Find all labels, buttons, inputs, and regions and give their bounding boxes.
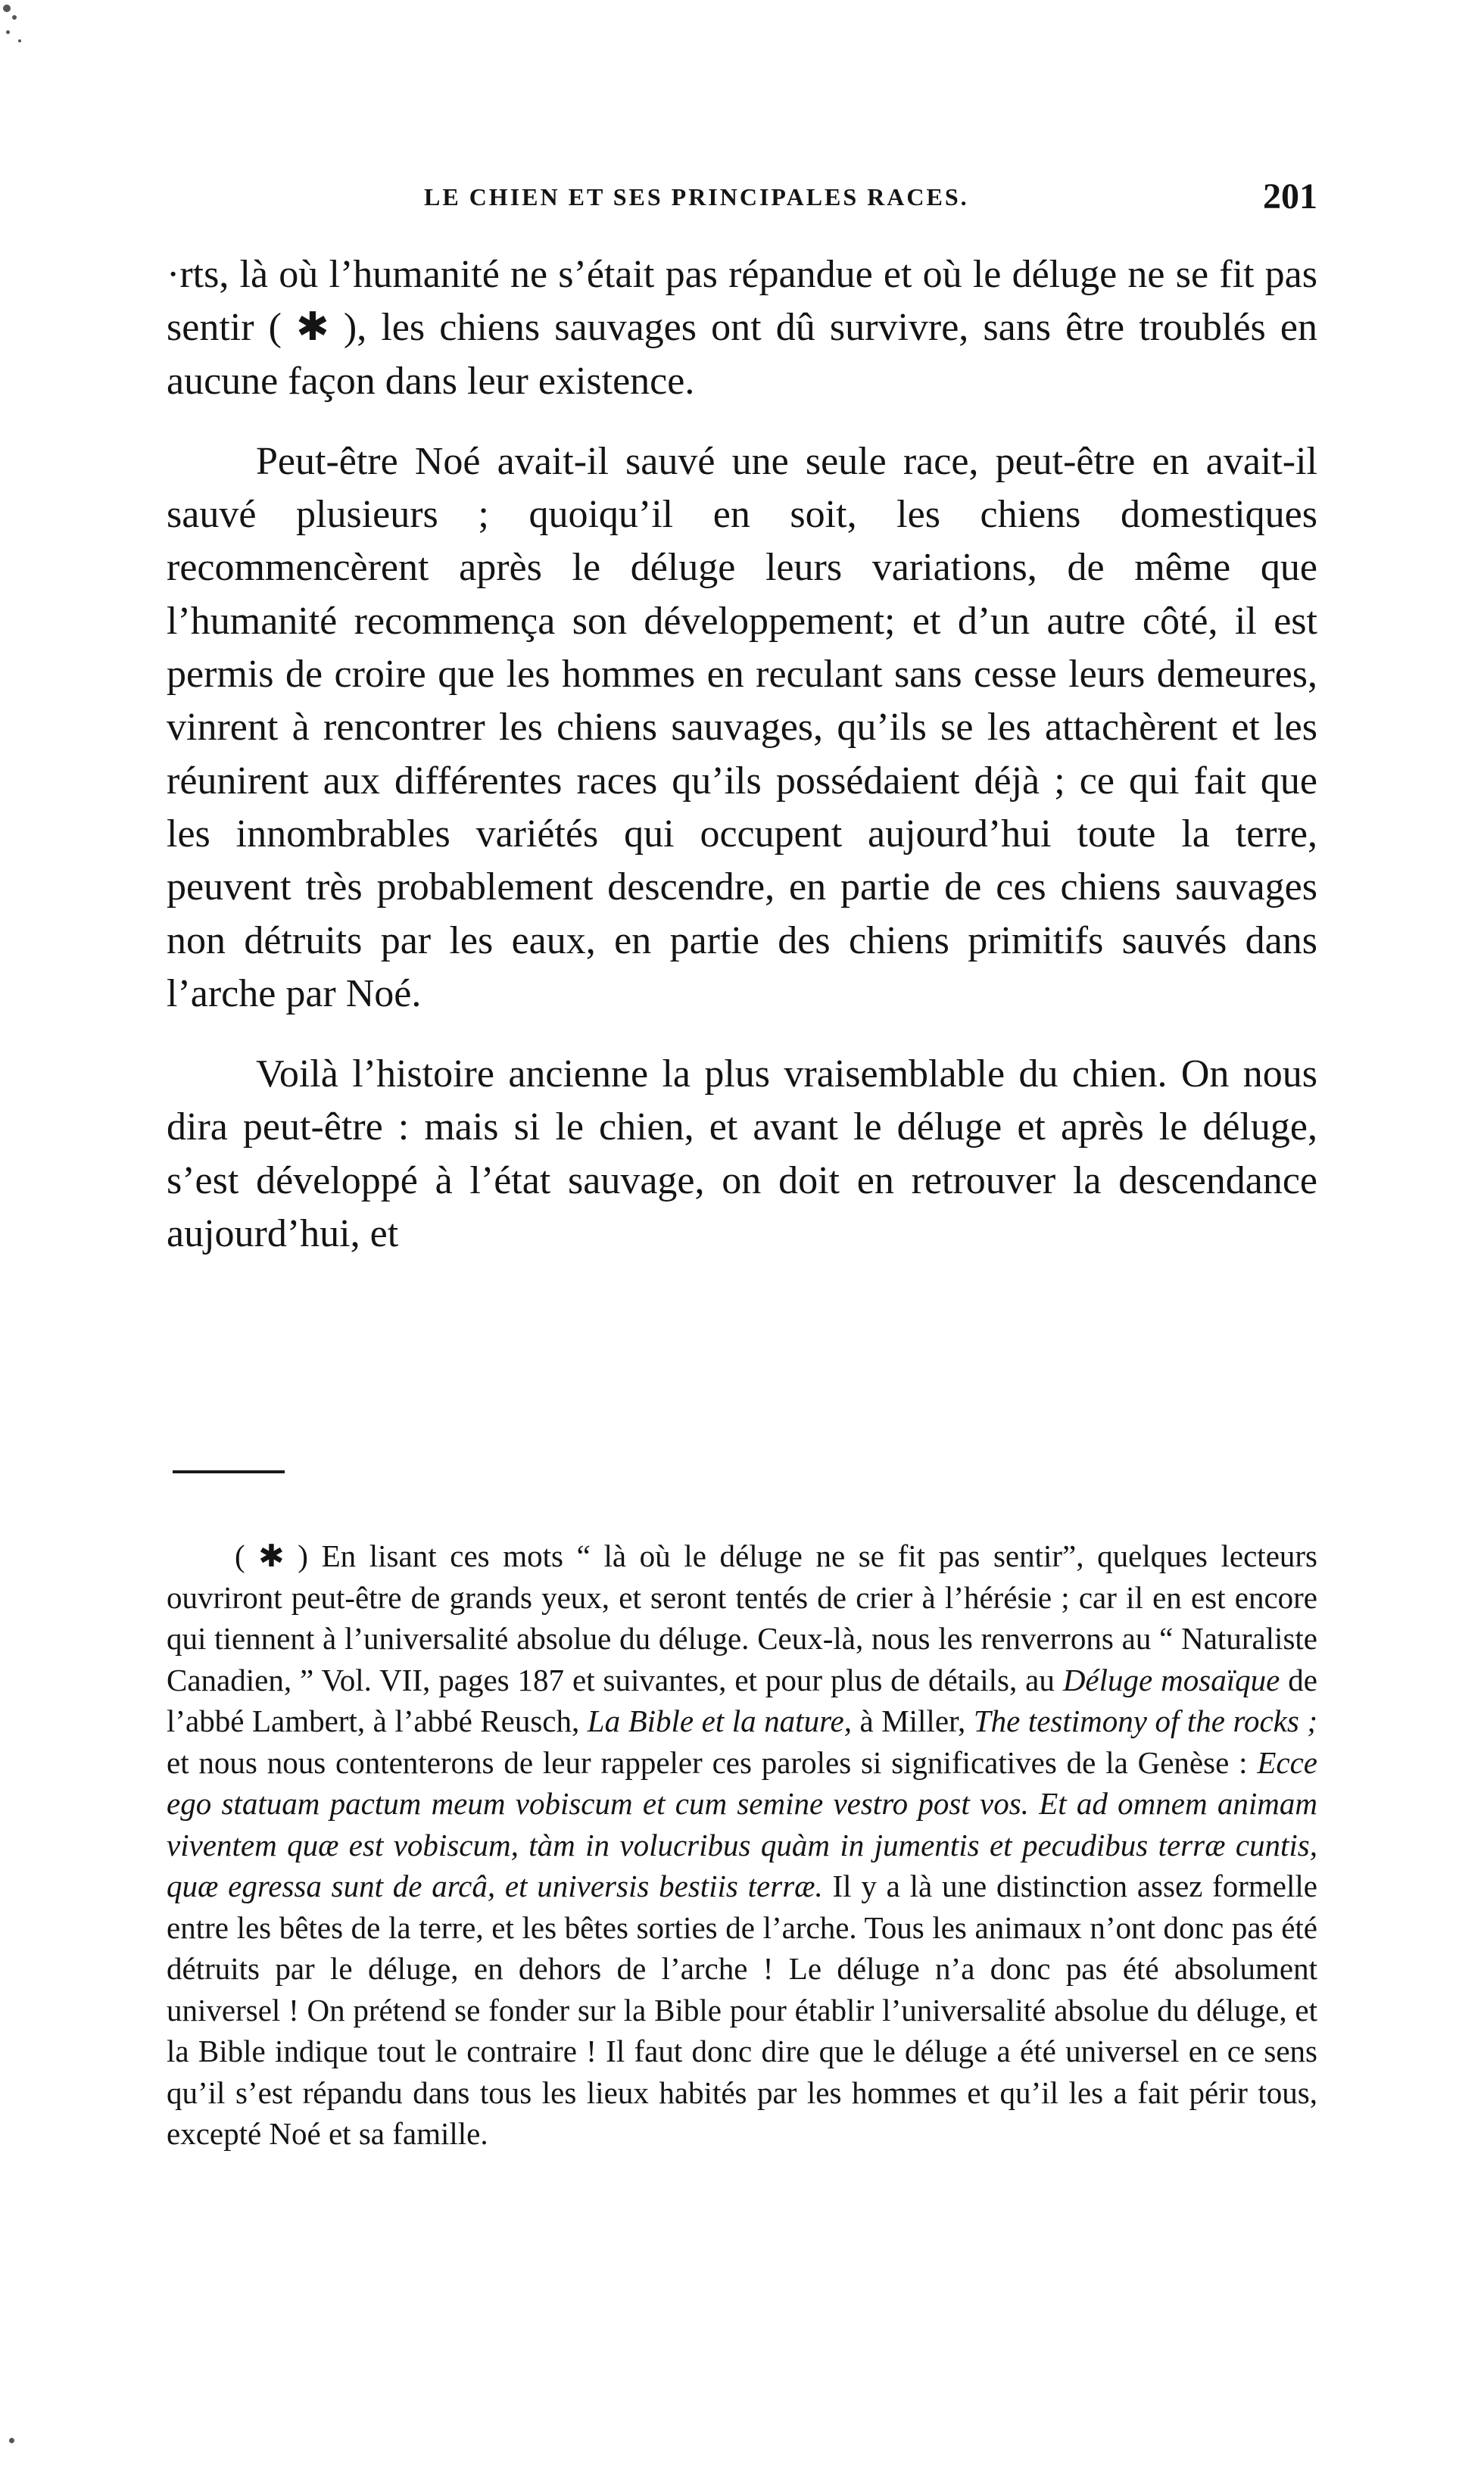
footnote-text: et nous nous contenterons de leur rappeler ces paroles si significatives de la Genèse : — [167, 1744, 1258, 1780]
paragraph: ·rts, là où l’humanité ne s’était pas répandue et où le déluge ne se fit pas sentir ( ✱ ), les chiens sauvages ont dû survivre, sans être troublés en aucune façon dans leur existence. — [167, 253, 1317, 403]
footnote-text: à Miller, — [851, 1704, 974, 1738]
scan-speck — [9, 2438, 14, 2443]
footnote-italic-title: The testimony of the rocks ; — [973, 1704, 1317, 1738]
footnote-italic-title: La Bible et la nature, — [587, 1704, 852, 1738]
footnote-paragraph — [167, 1535, 1317, 2155]
scan-speck — [18, 39, 21, 42]
paragraph: Voilà l’histoire ancienne la plus vraisemblable du chien. On nous dira peut-être : mais si le chien, et avant le déluge et après le déluge, s’est développé à l’état sauvage, on doit en retrouver la descendance aujourd’hui, et — [167, 1052, 1317, 1256]
scan-speck — [3, 5, 11, 12]
scan-speck — [12, 15, 17, 20]
footnote-text: de l’abbé Lambert, à l’abbé Reusch, — [167, 1662, 1317, 1738]
footnote-latin-quote: Ecce ego statuam pactum meum vobiscum et cum semine vestro post vos. Et ad omnem animam viventem quæ est vobiscum, tàm in volucribus quàm in jumentis et pecudibus terræ cuntis, quæ egressa sunt de arcâ, et universis bestiis terræ. — [167, 1744, 1317, 1903]
scan-speck — [6, 30, 10, 34]
page-number: 201 — [1263, 176, 1317, 217]
footnote-italic-title: Déluge mosaïque — [1062, 1662, 1280, 1697]
running-title: LE CHIEN ET SES PRINCIPALES RACES. — [424, 183, 969, 210]
running-head — [167, 176, 1317, 221]
footnote-marker: ( ✱ ) — [235, 1538, 308, 1573]
body-text — [167, 248, 1317, 1261]
footnote-text: Il y a là une distinction assez formelle entre les bêtes de la terre, et les bêtes sorties de l’arche. Tous les animaux n’ont donc pas été détruits par le déluge, en dehors de l’arche ! Le déluge n’a donc pas été absolument universel ! On prétend se fonder sur la Bible pour établir l’universalité absolue du déluge, et la Bible indique tout le contraire ! Il faut donc dire que le déluge a été universel en ce sens qu’il s’est répandu dans tous les lieux habités par les hommes et qu’il les a fait périr tous, excepté Noé et sa famille. — [167, 1869, 1317, 2151]
paragraph: Peut-être Noé avait-il sauvé une seule race, peut-être en avait-il sauvé plusieurs ; quoiqu’il en soit, les chiens domestiques recommencèrent après le déluge leurs variations, de même que l’humanité recommença son développement; et d’un autre côté, il est permis de croire que les hommes en reculant sans cesse leurs demeures, vinrent à rencontrer les chiens sauvages, qu’ils se les attachèrent et les réunirent aux différentes races qu’ils possédaient déjà ; ce qui fait que les innombrables variétés qui occupent aujourd’hui toute la terre, peuvent très probablement descendre, en partie de ces chiens sauvages non détruits par les eaux, en partie des chiens primitifs sauvés dans l’arche par Noé. — [167, 439, 1317, 1015]
footnote — [167, 1535, 1317, 2155]
footnote-rule — [173, 1470, 285, 1473]
footnote-text: En lisant ces mots “ là où le déluge ne se fit pas sentir”, quelques lecteurs ouvriront peut-être de grands yeux, et seront tentés de crier à l’hérésie ; car il en est encore qui tiennent à l’universalité absolue du déluge. Ceux-là, nous les renverrons au “ Naturaliste Canadien, ” Vol. VII, pages 187 et suivantes, et pour plus de détails, au — [167, 1538, 1318, 1697]
